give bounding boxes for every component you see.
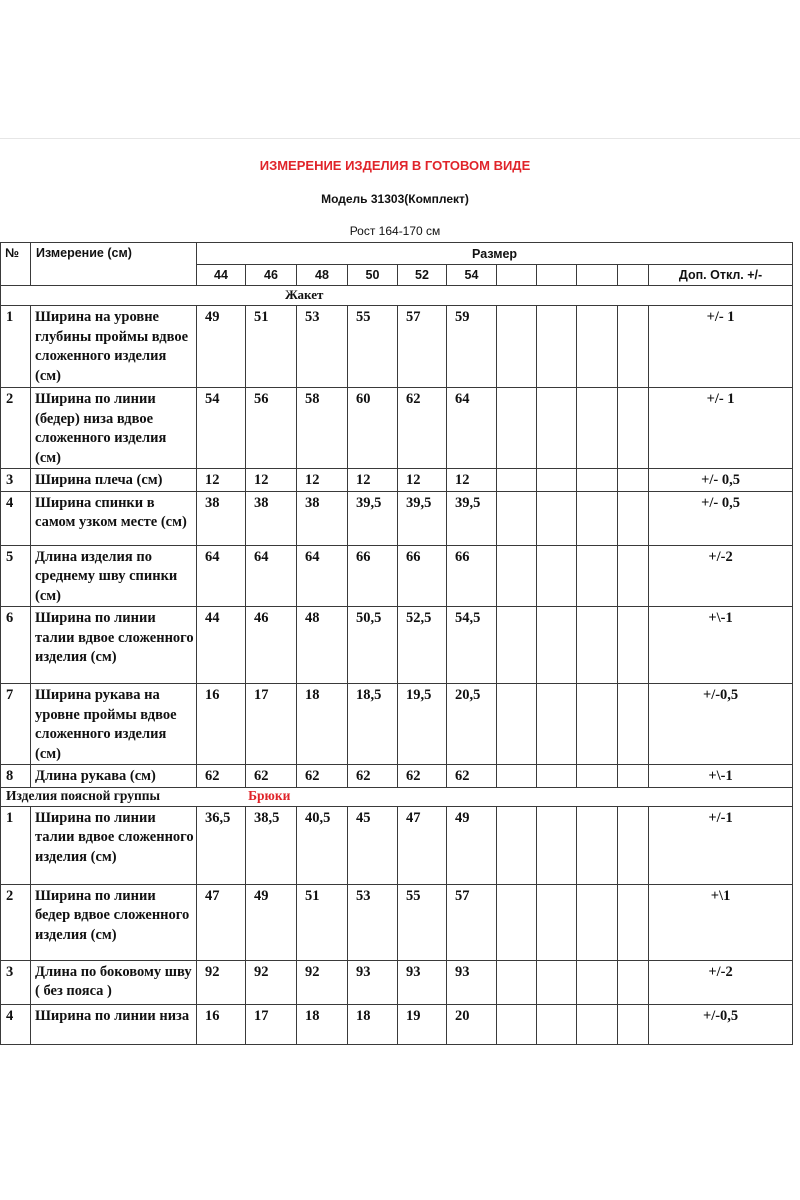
size-value-cell: 45: [348, 806, 398, 884]
size-value-cell: 54,5: [447, 607, 497, 684]
size-value-cell: 38: [197, 491, 246, 545]
size-value-cell: 64: [297, 545, 348, 607]
tolerance-cell: +/-0,5: [649, 1004, 793, 1044]
header-size-value: 48: [297, 265, 348, 286]
empty-cell: [497, 491, 537, 545]
empty-cell: [497, 960, 537, 1004]
header-empty-cell: [577, 265, 618, 286]
size-value-cell: 17: [246, 1004, 297, 1044]
measurement-name: Ширина по линии бедер вдвое сложенного изделия (см): [31, 884, 197, 960]
section-jacket: [1, 286, 793, 306]
tolerance-cell: +/- 1: [649, 306, 793, 388]
size-value-cell: 20,5: [447, 684, 497, 765]
size-value-cell: 54: [197, 388, 246, 469]
size-value-cell: 39,5: [398, 491, 447, 545]
size-value-cell: 56: [246, 388, 297, 469]
empty-cell: [497, 469, 537, 492]
size-value-cell: 49: [246, 884, 297, 960]
size-value-cell: 60: [348, 388, 398, 469]
size-value-cell: 18,5: [348, 684, 398, 765]
size-value-cell: 53: [297, 306, 348, 388]
size-value-cell: 92: [297, 960, 348, 1004]
row-number: 7: [1, 684, 31, 765]
size-value-cell: 18: [297, 684, 348, 765]
empty-cell: [618, 469, 649, 492]
empty-cell: [618, 960, 649, 1004]
empty-cell: [618, 765, 649, 788]
header-size-value: 54: [447, 265, 497, 286]
header-size-value: 50: [348, 265, 398, 286]
size-value-cell: 64: [447, 388, 497, 469]
row-number: 4: [1, 491, 31, 545]
empty-cell: [577, 306, 618, 388]
header-size-value: 44: [197, 265, 246, 286]
size-value-cell: 58: [297, 388, 348, 469]
row-number: 1: [1, 806, 31, 884]
document-title: ИЗМЕРЕНИЕ ИЗДЕЛИЯ В ГОТОВОМ ВИДЕ: [259, 158, 531, 173]
measurement-name: Ширина по линии низа: [31, 1004, 197, 1044]
size-value-cell: 62: [398, 388, 447, 469]
size-value-cell: 51: [297, 884, 348, 960]
size-value-cell: 55: [398, 884, 447, 960]
size-value-cell: 62: [197, 765, 246, 788]
tolerance-cell: +/- 1: [649, 388, 793, 469]
size-value-cell: 66: [348, 545, 398, 607]
size-value-cell: 47: [197, 884, 246, 960]
measurement-name: Длина изделия по среднему шву спинки (см): [31, 545, 197, 607]
header-row-1: [1, 243, 793, 265]
size-value-cell: 66: [398, 545, 447, 607]
size-value-cell: 57: [447, 884, 497, 960]
size-value-cell: 62: [246, 765, 297, 788]
tolerance-cell: +/-2: [649, 960, 793, 1004]
row-number: 3: [1, 960, 31, 1004]
empty-cell: [537, 607, 577, 684]
empty-cell: [497, 765, 537, 788]
empty-cell: [537, 469, 577, 492]
measurement-name: Ширина рукава на уровне проймы вдвое сложенного изделия (см): [31, 684, 197, 765]
jacket-row: [1, 684, 793, 765]
empty-cell: [497, 388, 537, 469]
empty-cell: [537, 960, 577, 1004]
empty-cell: [537, 765, 577, 788]
row-number: 8: [1, 765, 31, 788]
measurement-name: Длина рукава (см): [31, 765, 197, 788]
header-empty-cell: [497, 265, 537, 286]
size-value-cell: 62: [297, 765, 348, 788]
empty-cell: [497, 884, 537, 960]
size-value-cell: 50,5: [348, 607, 398, 684]
measurement-table: [0, 242, 793, 1045]
header-tolerance: Доп. Откл. +/-: [649, 265, 793, 286]
size-value-cell: 19: [398, 1004, 447, 1044]
tolerance-cell: +/- 0,5: [649, 491, 793, 545]
row-number: 2: [1, 388, 31, 469]
size-value-cell: 93: [348, 960, 398, 1004]
size-value-cell: 17: [246, 684, 297, 765]
measurement-name: Ширина на уровне глубины проймы вдвое сложенного изделия (см): [31, 306, 197, 388]
tolerance-cell: +\-1: [649, 607, 793, 684]
size-value-cell: 16: [197, 1004, 246, 1044]
tolerance-cell: +/-1: [649, 806, 793, 884]
size-value-cell: 53: [348, 884, 398, 960]
row-number: 3: [1, 469, 31, 492]
size-value-cell: 93: [398, 960, 447, 1004]
size-value-cell: 93: [447, 960, 497, 1004]
tolerance-cell: +/- 0,5: [649, 469, 793, 492]
measurement-name: Ширина спинки в самом узком месте (см): [31, 491, 197, 545]
size-value-cell: 12: [348, 469, 398, 492]
header-empty-cell: [537, 265, 577, 286]
size-value-cell: 18: [348, 1004, 398, 1044]
waist-row: [1, 1004, 793, 1044]
top-blank-band: [0, 0, 800, 138]
top-divider: [0, 138, 800, 139]
size-value-cell: 20: [447, 1004, 497, 1044]
header-size-value: 46: [246, 265, 297, 286]
section-jacket-label: Жакет: [1, 286, 793, 306]
section-waist-group: [1, 787, 793, 806]
row-number: 2: [1, 884, 31, 960]
waist-row: [1, 960, 793, 1004]
empty-cell: [497, 545, 537, 607]
size-value-cell: 62: [398, 765, 447, 788]
empty-cell: [618, 684, 649, 765]
empty-cell: [537, 684, 577, 765]
size-value-cell: 12: [398, 469, 447, 492]
row-number: 1: [1, 306, 31, 388]
measurement-name: Ширина плеча (см): [31, 469, 197, 492]
size-value-cell: 62: [348, 765, 398, 788]
empty-cell: [497, 1004, 537, 1044]
size-value-cell: 92: [197, 960, 246, 1004]
header-empty-cell: [618, 265, 649, 286]
size-value-cell: 36,5: [197, 806, 246, 884]
empty-cell: [618, 491, 649, 545]
empty-cell: [537, 388, 577, 469]
size-value-cell: 38: [297, 491, 348, 545]
section-trousers-label: Брюки: [248, 787, 291, 803]
empty-cell: [618, 1004, 649, 1044]
size-value-cell: 47: [398, 806, 447, 884]
size-value-cell: 55: [348, 306, 398, 388]
size-value-cell: 66: [447, 545, 497, 607]
size-value-cell: 16: [197, 684, 246, 765]
size-value-cell: 18: [297, 1004, 348, 1044]
empty-cell: [577, 1004, 618, 1044]
size-value-cell: 51: [246, 306, 297, 388]
empty-cell: [577, 806, 618, 884]
header-size-value: 52: [398, 265, 447, 286]
size-value-cell: 46: [246, 607, 297, 684]
empty-cell: [537, 306, 577, 388]
tolerance-cell: +\1: [649, 884, 793, 960]
size-value-cell: 38,5: [246, 806, 297, 884]
empty-cell: [537, 806, 577, 884]
size-value-cell: 57: [398, 306, 447, 388]
size-value-cell: 12: [447, 469, 497, 492]
size-value-cell: 12: [246, 469, 297, 492]
size-value-cell: 52,5: [398, 607, 447, 684]
empty-cell: [618, 607, 649, 684]
empty-cell: [537, 1004, 577, 1044]
jacket-row: [1, 388, 793, 469]
empty-cell: [618, 806, 649, 884]
row-number: 4: [1, 1004, 31, 1044]
jacket-row: [1, 545, 793, 607]
height-line: Рост 164-170 см: [349, 224, 441, 238]
header-size: Размер: [197, 243, 793, 265]
row-number: 6: [1, 607, 31, 684]
size-value-cell: 64: [246, 545, 297, 607]
tolerance-cell: +\-1: [649, 765, 793, 788]
size-value-cell: 40,5: [297, 806, 348, 884]
empty-cell: [497, 607, 537, 684]
size-value-cell: 39,5: [447, 491, 497, 545]
empty-cell: [497, 806, 537, 884]
empty-cell: [537, 884, 577, 960]
size-value-cell: 38: [246, 491, 297, 545]
measurement-name: Ширина по линии талии вдвое сложенного изделия (см): [31, 806, 197, 884]
empty-cell: [577, 388, 618, 469]
size-value-cell: 39,5: [348, 491, 398, 545]
size-value-cell: 12: [297, 469, 348, 492]
jacket-row: [1, 607, 793, 684]
model-line: Модель 31303(Комплект): [321, 192, 469, 206]
size-value-cell: 12: [197, 469, 246, 492]
empty-cell: [537, 491, 577, 545]
empty-cell: [577, 684, 618, 765]
empty-cell: [618, 884, 649, 960]
empty-cell: [577, 765, 618, 788]
measurement-name: Ширина по линии талии вдвое сложенного изделия (см): [31, 607, 197, 684]
size-value-cell: 48: [297, 607, 348, 684]
empty-cell: [497, 306, 537, 388]
empty-cell: [497, 684, 537, 765]
empty-cell: [537, 545, 577, 607]
size-value-cell: 64: [197, 545, 246, 607]
tolerance-cell: +/-0,5: [649, 684, 793, 765]
size-value-cell: 49: [197, 306, 246, 388]
empty-cell: [577, 469, 618, 492]
size-value-cell: 49: [447, 806, 497, 884]
waist-row: [1, 884, 793, 960]
jacket-row: [1, 469, 793, 492]
jacket-row: [1, 765, 793, 788]
jacket-row: [1, 491, 793, 545]
empty-cell: [577, 960, 618, 1004]
tolerance-cell: +/-2: [649, 545, 793, 607]
empty-cell: [618, 545, 649, 607]
header-measure: Измерение (см): [31, 243, 197, 286]
section-waist-group-label: Изделия поясной группы: [6, 787, 161, 803]
empty-cell: [577, 607, 618, 684]
empty-cell: [577, 545, 618, 607]
size-value-cell: 62: [447, 765, 497, 788]
waist-row: [1, 806, 793, 884]
empty-cell: [618, 306, 649, 388]
empty-cell: [577, 884, 618, 960]
empty-cell: [577, 491, 618, 545]
measurement-name: Ширина по линии (бедер) низа вдвое сложенного изделия (см): [31, 388, 197, 469]
section-waist-group-cell: [1, 787, 793, 806]
jacket-row: [1, 306, 793, 388]
header-num: №: [1, 243, 31, 286]
measurement-name: Длина по боковому шву ( без пояса ): [31, 960, 197, 1004]
size-value-cell: 44: [197, 607, 246, 684]
size-value-cell: 19,5: [398, 684, 447, 765]
size-value-cell: 92: [246, 960, 297, 1004]
row-number: 5: [1, 545, 31, 607]
empty-cell: [618, 388, 649, 469]
size-value-cell: 59: [447, 306, 497, 388]
